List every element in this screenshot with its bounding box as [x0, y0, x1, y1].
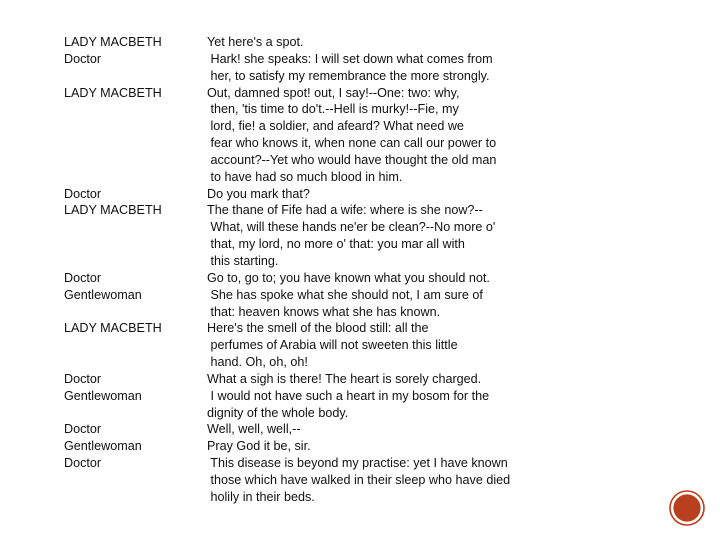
speaker-spacer: [64, 236, 199, 253]
speaker-spacer: [64, 152, 199, 169]
speaker-name: Gentlewoman: [64, 388, 142, 403]
speaker-spacer: [64, 219, 199, 236]
speaker-name: LADY MACBETH: [64, 85, 162, 100]
dialogue-line: those which have walked in their sleep who have died: [207, 472, 511, 487]
dialogue-line: holily in their beds.: [207, 489, 315, 504]
speaker-name: Doctor: [64, 456, 102, 471]
dialogue-line: account?--Yet who would have thought the old man: [207, 152, 497, 167]
dialogue-line: What a sigh is there! The heart is sorely charged.: [207, 371, 482, 386]
dialogue-line: Go to, go to; you have known what you should not.: [207, 270, 490, 285]
speaker-spacer: [64, 304, 199, 321]
circle-emblem-icon: [669, 490, 705, 526]
speaker-spacer: [64, 405, 199, 422]
speaker-spacer: [64, 68, 199, 85]
speaker-name: Doctor: [64, 51, 102, 66]
speaker-name: LADY MACBETH: [64, 203, 162, 218]
speaker-spacer: [64, 253, 199, 270]
dialogue-line: Hark! she speaks: I will set down what comes from: [207, 51, 493, 66]
dialogue-line: that, my lord, no more o' that: you mar all with: [207, 237, 465, 252]
speaker-name: Gentlewoman: [64, 439, 142, 454]
dialogue-line: What, will these hands ne'er be clean?--No more o': [207, 220, 496, 235]
speaker-name: Doctor: [64, 186, 102, 201]
dialogue-line: that: heaven knows what she has known.: [207, 304, 441, 319]
dialogue-line: She has spoke what she should not, I am sure of: [207, 287, 483, 302]
speaker-name: Doctor: [64, 270, 102, 285]
speaker-name: Doctor: [64, 422, 102, 437]
dialogue-line: to have had so much blood in him.: [207, 169, 403, 184]
dialogue-line: The thane of Fife had a wife: where is she now?--: [207, 203, 483, 218]
dialogue-line: her, to satisfy my remembrance the more strongly.: [207, 68, 490, 83]
dialogue-line: dignity of the whole body.: [207, 405, 349, 420]
dialogue-line: perfumes of Arabia will not sweeten this little: [207, 338, 458, 353]
speaker-name: Gentlewoman: [64, 287, 142, 302]
dialogue-line: lord, fie! a soldier, and afeard? What need we: [207, 119, 464, 134]
speaker-spacer: [64, 337, 199, 354]
speaker-name: LADY MACBETH: [64, 321, 162, 336]
dialogue-line: hand. Oh, oh, oh!: [207, 355, 308, 370]
dialogue-line: this starting.: [207, 253, 279, 268]
dialogue-column: [207, 34, 567, 506]
speaker-spacer: [64, 169, 199, 186]
speaker-spacer: [64, 135, 199, 152]
dialogue-line: Out, damned spot! out, I say!--One: two: why,: [207, 85, 460, 100]
speaker-spacer: [64, 118, 199, 135]
dialogue-line: I would not have such a heart in my bosom for the: [207, 388, 490, 403]
dialogue-line: Do you mark that?: [207, 186, 310, 201]
dialogue-line: Pray God it be, sir.: [207, 439, 311, 454]
speaker-spacer: [64, 472, 199, 489]
dialogue-line: Well, well, well,--: [207, 422, 301, 437]
speaker-spacer: [64, 354, 199, 371]
dialogue-line: Here's the smell of the blood still: all the: [207, 321, 429, 336]
speaker-name: LADY MACBETH: [64, 35, 162, 49]
dialogue-line: fear who knows it, when none can call our power to: [207, 136, 497, 151]
speaker-spacer: [64, 101, 199, 118]
dialogue-line: Yet here's a spot.: [207, 35, 304, 49]
speaker-column: [64, 34, 199, 489]
dialogue-line: This disease is beyond my practise: yet I have known: [207, 456, 508, 471]
speaker-name: Doctor: [64, 371, 102, 386]
dialogue-line: then, 'tis time to do't.--Hell is murky!--Fie, my: [207, 102, 459, 117]
